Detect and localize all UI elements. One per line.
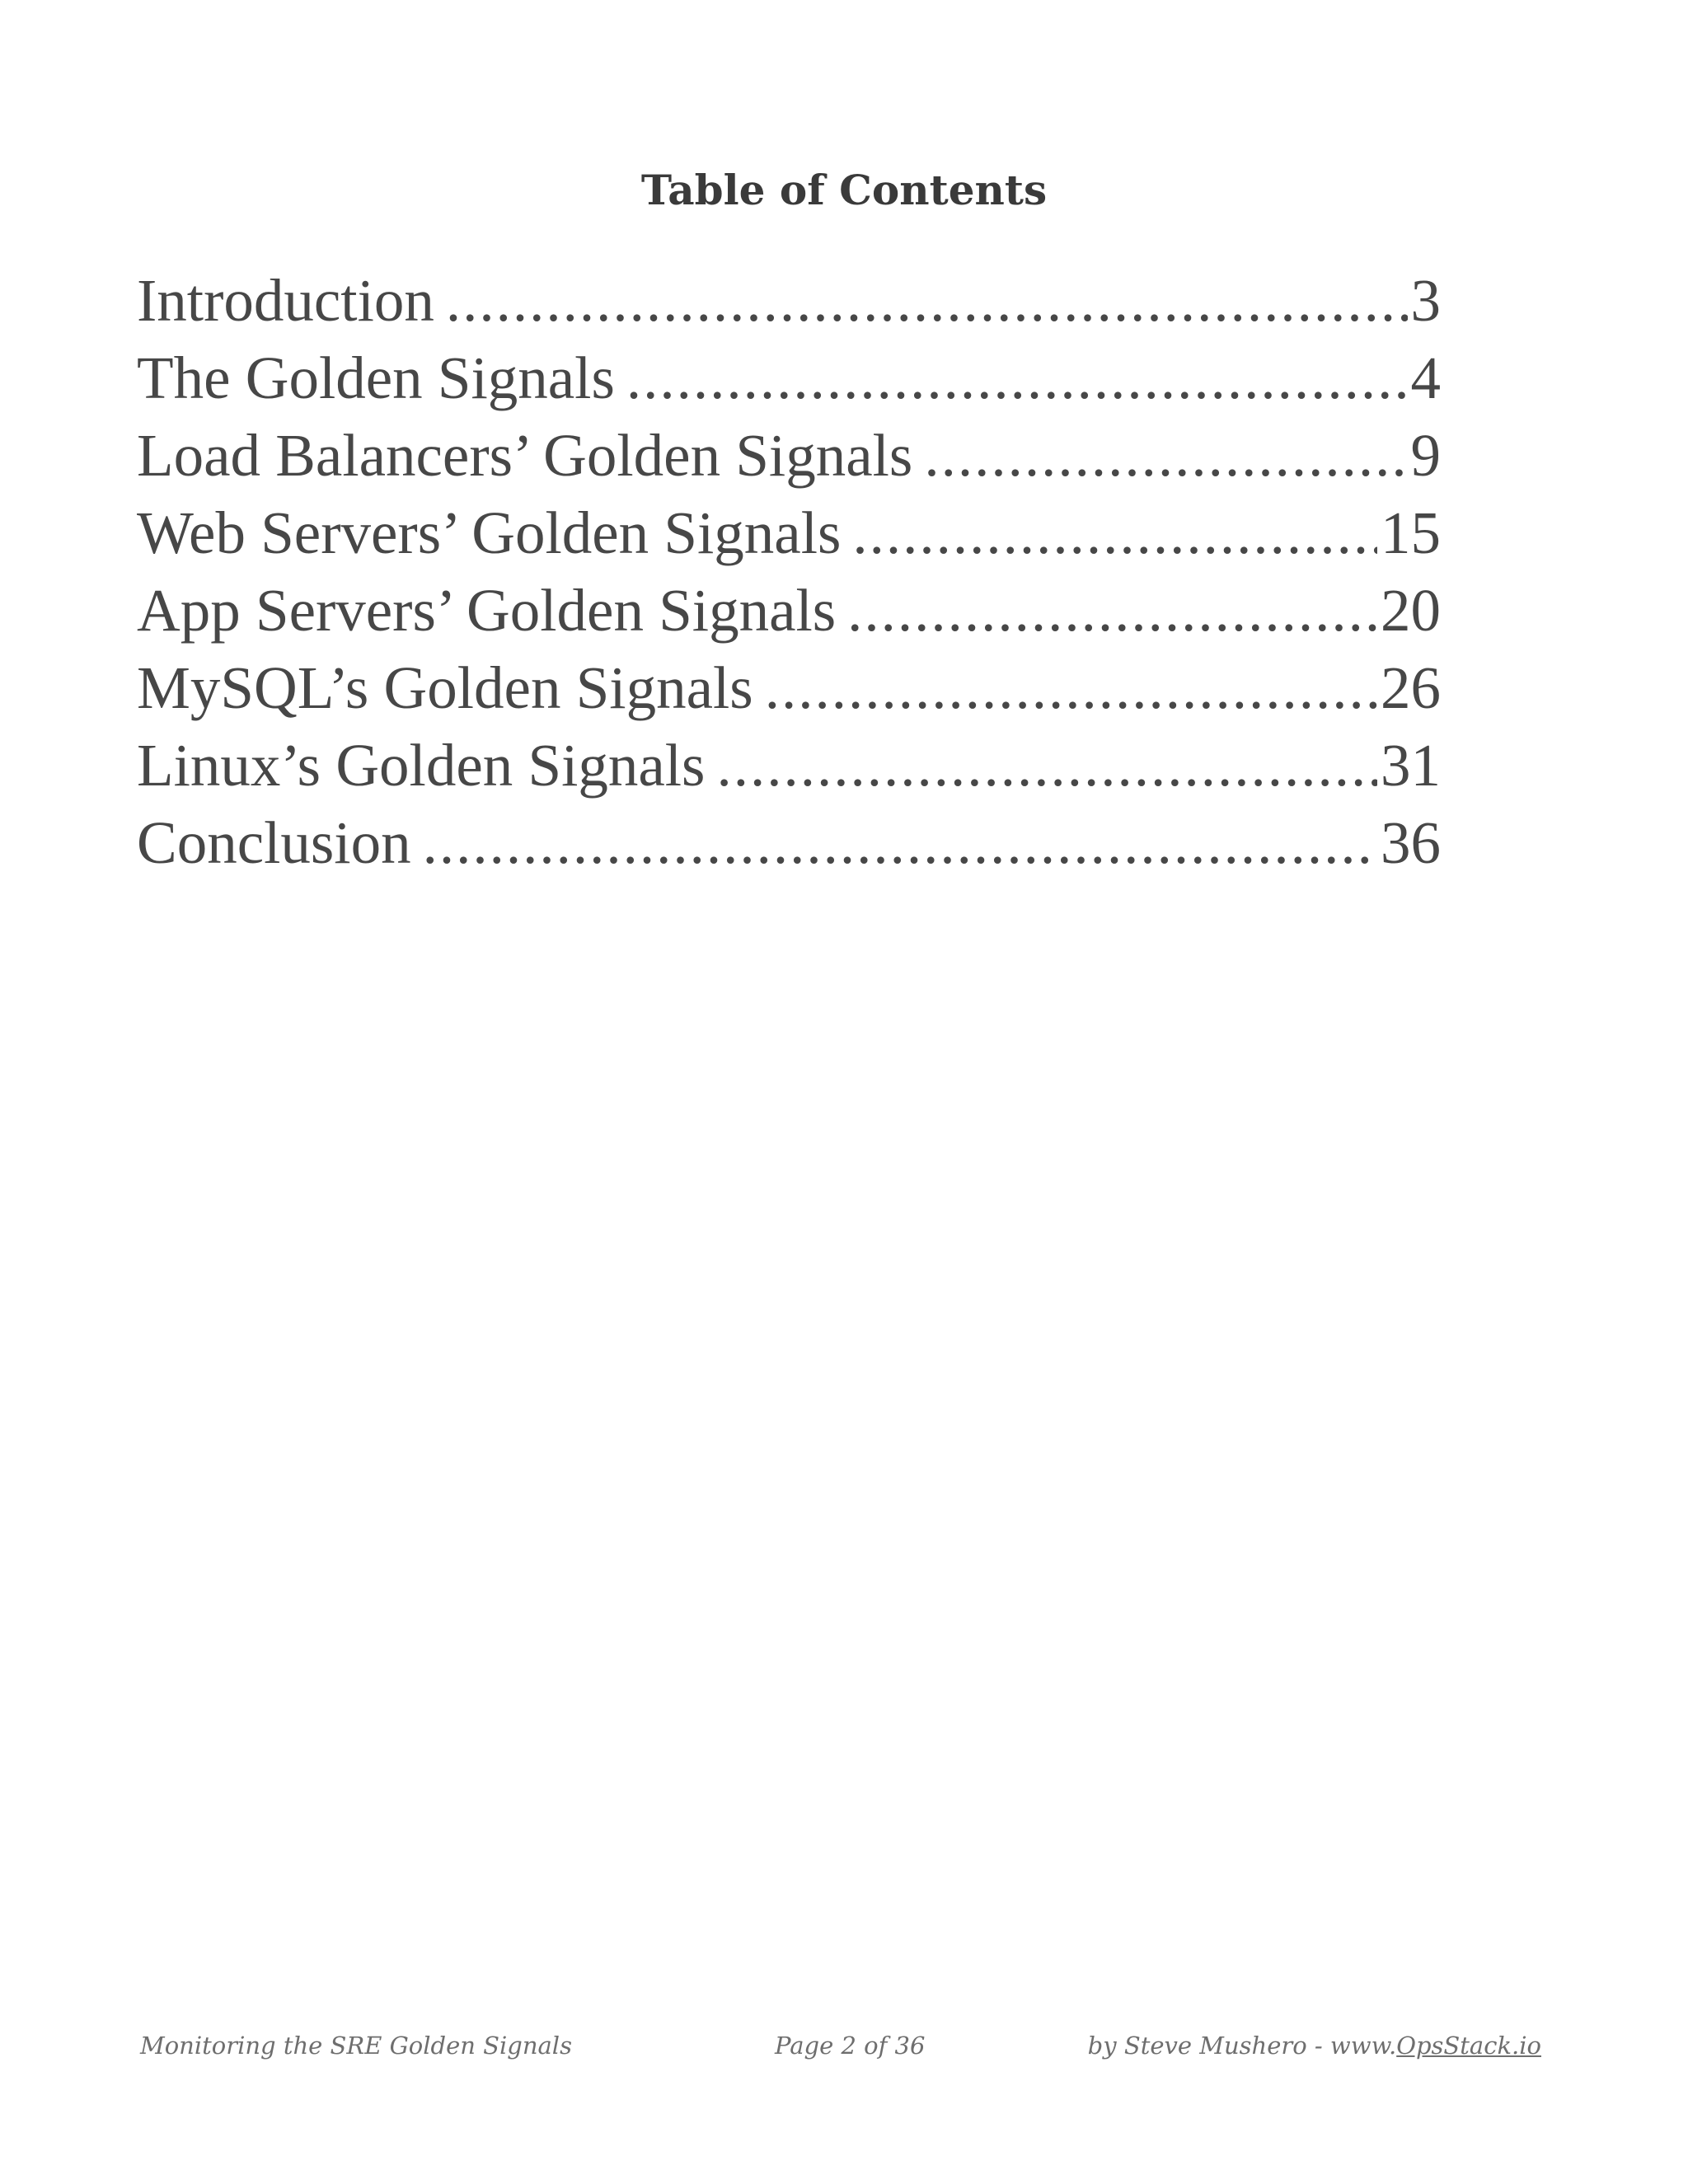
- toc-entry-conclusion[interactable]: [137, 804, 1441, 882]
- toc-dot-leader: [852, 494, 1377, 572]
- toc-entry-golden-signals[interactable]: [137, 340, 1441, 417]
- toc-title: Table of Contents: [640, 166, 1048, 214]
- toc-entry-label: Web Servers’ Golden Signals: [137, 499, 842, 566]
- toc-entry-label: Introduction: [137, 267, 434, 334]
- toc-entry-page: 9: [1410, 422, 1441, 489]
- toc-dot-leader: [423, 804, 1377, 882]
- toc-dot-leader: [446, 262, 1408, 340]
- toc-entry-page: 15: [1381, 499, 1441, 566]
- footer-document-title: Monitoring the SRE Golden Signals: [140, 2032, 572, 2060]
- toc-entry-page: 20: [1381, 577, 1441, 644]
- toc-entry-page: 4: [1410, 344, 1441, 411]
- toc-dot-leader: [626, 340, 1408, 417]
- toc-entry-web-servers[interactable]: [137, 494, 1441, 572]
- toc-entry-label: MySQL’s Golden Signals: [137, 654, 753, 721]
- footer-website-link[interactable]: OpsStack.io: [1396, 2032, 1541, 2060]
- footer-author-prefix: by Steve Mushero - www.: [1087, 2032, 1397, 2060]
- toc-dot-leader: [716, 727, 1377, 804]
- toc-entry-label: Linux’s Golden Signals: [137, 732, 706, 799]
- toc-entry-load-balancers[interactable]: [137, 417, 1441, 494]
- toc-entry-app-servers[interactable]: [137, 572, 1441, 649]
- toc-entry-page: 26: [1381, 654, 1441, 721]
- toc-entry-label: The Golden Signals: [137, 344, 615, 411]
- toc-entry-label: Conclusion: [137, 809, 411, 876]
- toc-entry-linux[interactable]: [137, 727, 1441, 804]
- toc-entry-label: Load Balancers’ Golden Signals: [137, 422, 913, 489]
- toc-entry-label: App Servers’ Golden Signals: [137, 577, 837, 644]
- footer-author: [1088, 2032, 1541, 2060]
- footer-page-indicator: Page 2 of 36: [775, 2032, 926, 2060]
- page-footer: [140, 2032, 1541, 2064]
- toc-entry-mysql[interactable]: [137, 649, 1441, 727]
- toc-dot-leader: [847, 572, 1377, 649]
- toc-entry-page: 31: [1381, 732, 1441, 799]
- toc-entry-page: 3: [1410, 267, 1441, 334]
- toc-entry-page: 36: [1381, 809, 1441, 876]
- toc-entry-introduction[interactable]: [137, 262, 1441, 340]
- toc-list: [137, 262, 1441, 882]
- toc-dot-leader: [924, 417, 1407, 494]
- toc-dot-leader: [765, 649, 1377, 727]
